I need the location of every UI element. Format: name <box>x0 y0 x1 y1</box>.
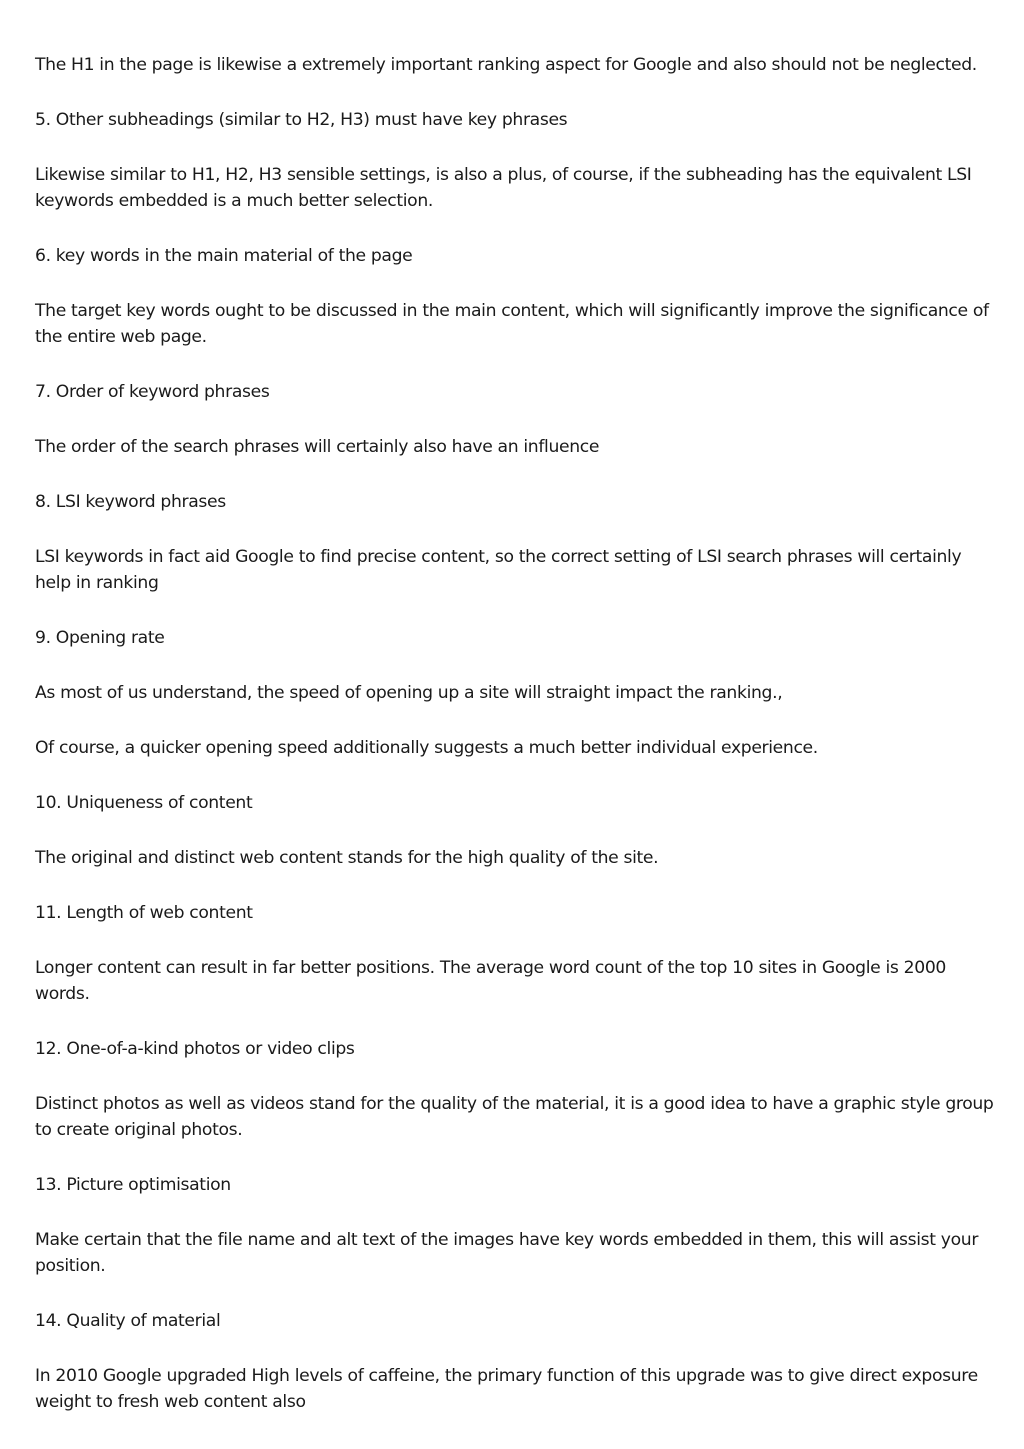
heading-11-length-of-web-content: 11. Length of web content <box>35 903 253 923</box>
heading-10-uniqueness-of-content: 10. Uniqueness of content <box>35 793 253 813</box>
heading-14-quality-of-material: 14. Quality of material <box>35 1311 221 1331</box>
document-body <box>35 52 995 1444</box>
paragraph-h1-importance: The H1 in the page is likewise a extremely important ranking aspect for Google and also should not be neglected. <box>35 55 977 75</box>
paragraph-distinct-photos: Distinct photos as well as videos stand for the quality of the material, it is a good idea to have a graphic style group to create original photos. <box>35 1094 994 1140</box>
paragraph-opening-speed: As most of us understand, the speed of opening up a site will straight impact the ranking., <box>35 683 783 703</box>
paragraph-order-influence: The order of the search phrases will certainly also have an influence <box>35 437 600 457</box>
paragraph-lsi-keywords: LSI keywords in fact aid Google to find precise content, so the correct setting of LSI search phrases will certainly help in ranking <box>35 547 962 593</box>
paragraph-user-experience: Of course, a quicker opening speed additionally suggests a much better individual experience. <box>35 738 818 758</box>
paragraph-longer-content: Longer content can result in far better positions. The average word count of the top 10 sites in Google is 2000 words. <box>35 958 946 1004</box>
paragraph-original-content: The original and distinct web content stands for the high quality of the site. <box>35 848 659 868</box>
paragraph-file-name-alt-text: Make certain that the file name and alt text of the images have key words embedded in them, this will assist your position. <box>35 1230 979 1276</box>
heading-12-unique-photos-videos: 12. One-of-a-kind photos or video clips <box>35 1039 355 1059</box>
heading-6-key-words-main-material: 6. key words in the main material of the page <box>35 246 413 266</box>
heading-7-order-of-keyword-phrases: 7. Order of keyword phrases <box>35 382 270 402</box>
heading-13-picture-optimisation: 13. Picture optimisation <box>35 1175 231 1195</box>
heading-5-other-subheadings: 5. Other subheadings (similar to H2, H3) must have key phrases <box>35 110 568 130</box>
paragraph-caffeine-upgrade: In 2010 Google upgraded High levels of caffeine, the primary function of this upgrade was to give direct exposure weight to fresh web content also <box>35 1366 978 1412</box>
paragraph-target-key-words: The target key words ought to be discussed in the main content, which will significantly improve the significance of the entire web page. <box>35 301 989 347</box>
heading-8-lsi-keyword-phrases: 8. LSI keyword phrases <box>35 492 226 512</box>
paragraph-subheading-settings: Likewise similar to H1, H2, H3 sensible settings, is also a plus, of course, if the subheading has the equivalent LSI keywords embedded is a much better selection. <box>35 165 972 211</box>
heading-9-opening-rate: 9. Opening rate <box>35 628 165 648</box>
